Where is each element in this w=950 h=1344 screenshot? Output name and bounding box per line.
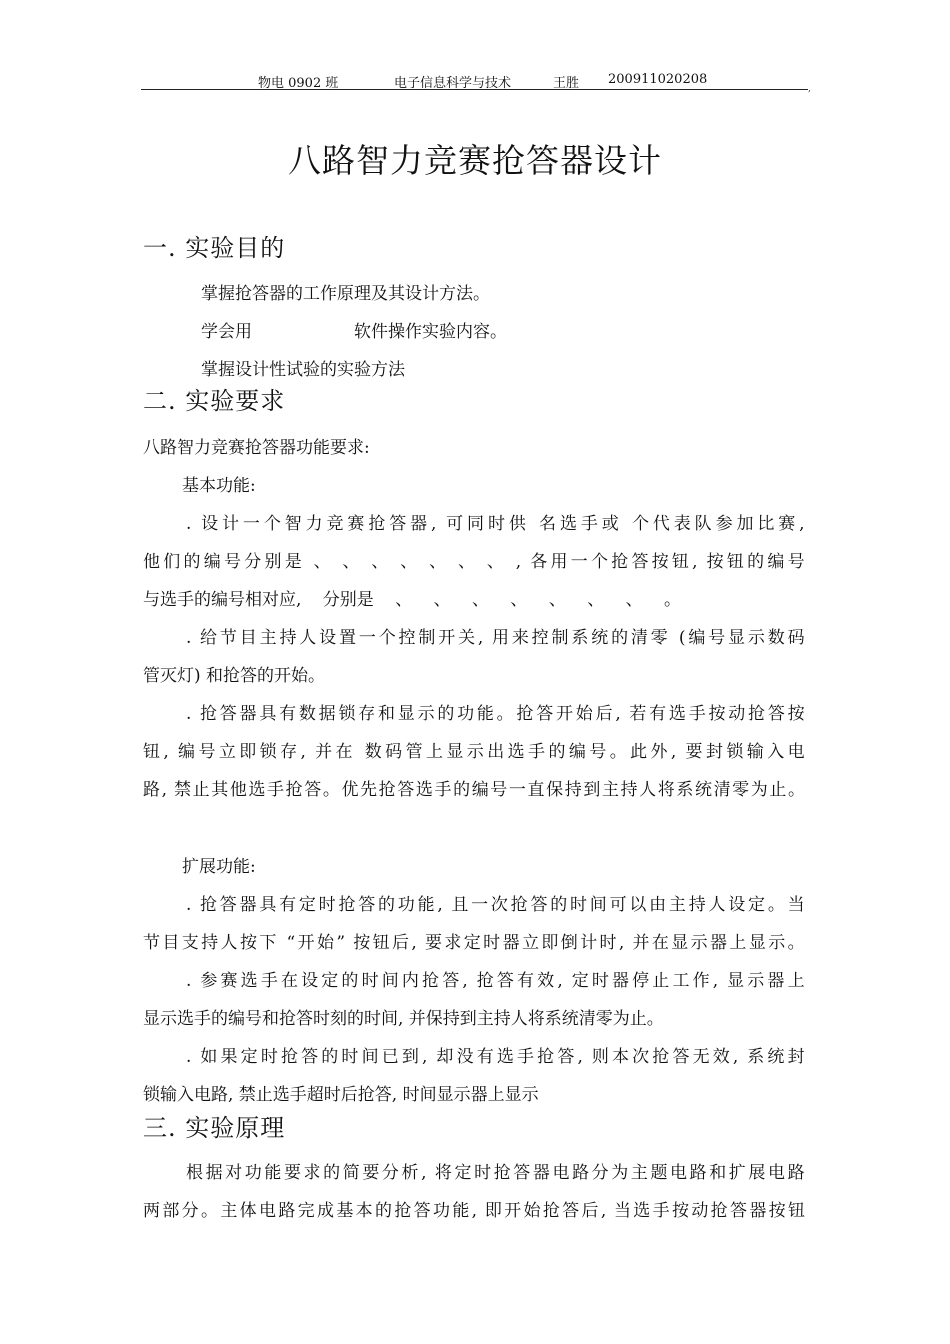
basic-item-2-line-2: 管灭灯) 和抢答的开始。	[143, 666, 326, 686]
basic-item-2-line-1: . 给节目主持人设置一个控制开关, 用来控制系统的清零 (编号显示数码	[186, 628, 805, 648]
basic-item-3-line-1: . 抢答器具有数据锁存和显示的功能。抢答开始后, 若有选手按动抢答按	[186, 704, 805, 724]
basic-item-1-line-3: 与选手的编号相对应, 分别是 、 、 、 、 、 、 、 。	[143, 590, 682, 610]
header-student-id: 200911020208	[608, 72, 708, 87]
principle-line-2: 两部分。主体电路完成基本的抢答功能, 即开始抢答后, 当选手按动抢答器按钮	[143, 1201, 805, 1221]
extended-item-3-line-2: 锁输入电路, 禁止选手超时后抢答, 时间显示器上显示	[143, 1085, 539, 1105]
extended-item-3-line-1: . 如果定时抢答的时间已到, 却没有选手抢答, 则本次抢答无效, 系统封	[186, 1047, 805, 1067]
header-major: 电子信息科学与技术	[394, 76, 512, 91]
basic-item-1-line-1: . 设计一个智力竞赛抢答器, 可同时供 名选手或 个代表队参加比赛,	[186, 514, 805, 534]
basic-item-3-line-2: 钮, 编号立即锁存, 并在 数码管上显示出选手的编号。此外, 要封锁输入电	[143, 742, 805, 762]
section-heading-requirements: 二. 实验要求	[143, 387, 286, 415]
principle-line-1: 根据对功能要求的简要分析, 将定时抢答器电路分为主题电路和扩展电路	[186, 1163, 805, 1183]
header-rule	[141, 89, 808, 90]
section-heading-principle: 三. 实验原理	[143, 1114, 286, 1142]
purpose-line-2a: 学会用	[201, 322, 252, 342]
extended-item-1-line-1: . 抢答器具有定时抢答的功能, 且一次抢答的时间可以由主持人设定。当	[186, 895, 805, 915]
extended-functions-label: 扩展功能:	[182, 857, 256, 877]
basic-item-3-line-3: 路, 禁止其他选手抢答。优先抢答选手的编号一直保持到主持人将系统清零为止。	[143, 780, 805, 800]
purpose-line-1: 掌握抢答器的工作原理及其设计方法。	[201, 284, 490, 304]
basic-functions-label: 基本功能:	[182, 476, 256, 496]
extended-item-2-line-2: 显示选手的编号和抢答时刻的时间, 并保持到主持人将系统清零为止。	[143, 1009, 664, 1029]
extended-item-1-line-2: 节目支持人按下 “开始” 按钮后, 要求定时器立即倒计时, 并在显示器上显示。	[143, 933, 805, 953]
extended-item-2-line-1: . 参赛选手在设定的时间内抢答, 抢答有效, 定时器停止工作, 显示器上	[186, 971, 805, 991]
header-class: 物电 0902 班	[258, 76, 339, 91]
section-heading-purpose: 一. 实验目的	[143, 234, 286, 262]
purpose-line-2b: 软件操作实验内容。	[354, 322, 507, 342]
header-edge-mark: ,	[808, 84, 811, 94]
basic-item-1-line-2: 他们的编号分别是 、 、 、 、 、 、 、 , 各用一个抢答按钮, 按钮的编号	[143, 552, 805, 572]
requirements-intro: 八路智力竞赛抢答器功能要求:	[143, 438, 370, 458]
purpose-line-3: 掌握设计性试验的实验方法	[201, 360, 405, 380]
header-name: 王胜	[553, 76, 580, 91]
document-title: 八路智力竞赛抢答器设计	[288, 141, 662, 180]
